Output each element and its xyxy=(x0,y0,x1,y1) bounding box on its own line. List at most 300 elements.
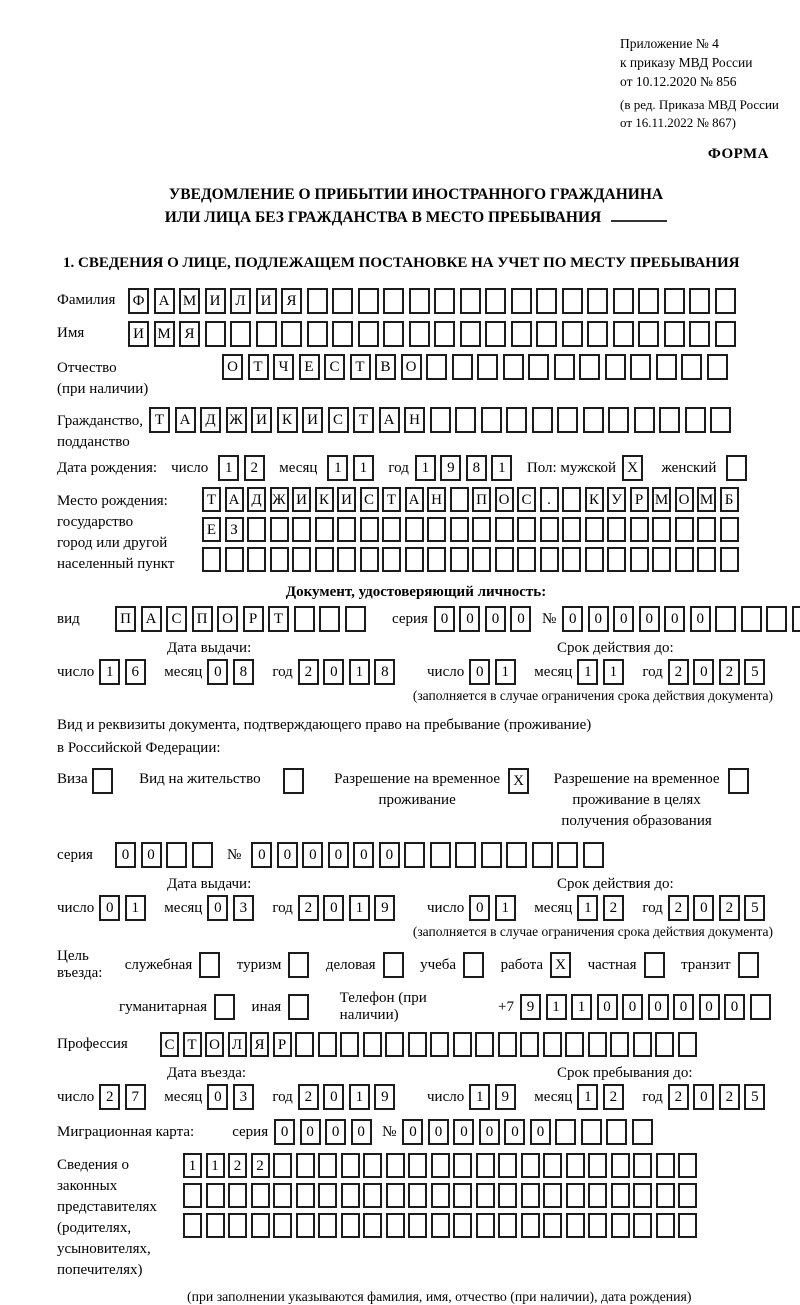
char-box[interactable]: А xyxy=(379,407,400,433)
char-box[interactable]: 1 xyxy=(415,455,436,481)
char-box[interactable]: С xyxy=(324,354,345,380)
purpose-humanitarian-checkbox[interactable] xyxy=(214,994,240,1020)
char-box[interactable] xyxy=(385,1032,404,1057)
purpose-study-checkbox[interactable] xyxy=(463,952,489,978)
visa-checkbox[interactable] xyxy=(92,768,118,794)
char-box[interactable]: 0 xyxy=(469,659,490,685)
char-box[interactable]: А xyxy=(141,606,162,632)
birth-place-boxes-row3[interactable] xyxy=(202,547,742,572)
char-box[interactable] xyxy=(409,288,430,314)
char-box[interactable] xyxy=(607,547,626,572)
char-box[interactable]: 1 xyxy=(495,659,516,685)
char-box[interactable] xyxy=(360,547,379,572)
char-box[interactable]: 1 xyxy=(218,455,239,481)
char-box[interactable]: Р xyxy=(630,487,649,512)
char-box[interactable] xyxy=(251,1213,270,1238)
doc-issue-month-boxes[interactable] xyxy=(207,659,258,685)
char-box[interactable]: 1 xyxy=(469,1084,490,1110)
stay-day-boxes[interactable] xyxy=(469,1084,520,1110)
char-box[interactable] xyxy=(256,321,277,347)
char-box[interactable] xyxy=(587,321,608,347)
char-box[interactable]: 0 xyxy=(428,1119,449,1145)
char-box[interactable]: 1 xyxy=(206,1153,225,1178)
char-box[interactable]: 1 xyxy=(349,1084,370,1110)
char-box[interactable] xyxy=(296,1183,315,1208)
permit-issue-month-boxes[interactable] xyxy=(207,895,258,921)
char-box[interactable] xyxy=(613,321,634,347)
char-box[interactable]: И xyxy=(337,487,356,512)
char-box[interactable] xyxy=(605,354,626,380)
char-box[interactable] xyxy=(485,288,506,314)
entry-month-boxes[interactable] xyxy=(207,1084,258,1110)
char-box[interactable] xyxy=(358,288,379,314)
mig-series-boxes[interactable] xyxy=(274,1119,376,1145)
char-box[interactable] xyxy=(434,321,455,347)
char-box[interactable] xyxy=(434,288,455,314)
char-box[interactable] xyxy=(337,517,356,542)
char-box[interactable] xyxy=(562,321,583,347)
char-box[interactable]: Я xyxy=(281,288,302,314)
sex-female-checkbox[interactable] xyxy=(726,455,752,481)
char-box[interactable]: 0 xyxy=(141,842,162,868)
char-box[interactable]: 0 xyxy=(724,994,745,1020)
char-box[interactable] xyxy=(656,354,677,380)
char-box[interactable]: 0 xyxy=(323,895,344,921)
char-box[interactable] xyxy=(273,1213,292,1238)
char-box[interactable] xyxy=(426,354,447,380)
permit-issue-year-boxes[interactable] xyxy=(298,895,400,921)
char-box[interactable]: А xyxy=(405,487,424,512)
char-box[interactable] xyxy=(296,1213,315,1238)
char-box[interactable] xyxy=(358,321,379,347)
char-box[interactable]: А xyxy=(154,288,175,314)
char-box[interactable]: 0 xyxy=(402,1119,423,1145)
char-box[interactable] xyxy=(633,1183,652,1208)
char-box[interactable]: 0 xyxy=(693,1084,714,1110)
char-box[interactable] xyxy=(715,321,736,347)
char-box[interactable] xyxy=(632,1119,653,1145)
char-box[interactable]: 5 xyxy=(744,895,765,921)
char-box[interactable]: М xyxy=(154,321,175,347)
char-box[interactable] xyxy=(517,547,536,572)
char-box[interactable] xyxy=(431,1183,450,1208)
char-box[interactable]: X xyxy=(550,952,571,978)
char-box[interactable]: О xyxy=(222,354,243,380)
char-box[interactable] xyxy=(382,517,401,542)
char-box[interactable] xyxy=(408,1032,427,1057)
char-box[interactable] xyxy=(206,1213,225,1238)
stay-month-boxes[interactable] xyxy=(577,1084,628,1110)
char-box[interactable] xyxy=(283,768,304,794)
char-box[interactable] xyxy=(675,547,694,572)
char-box[interactable]: 2 xyxy=(251,1153,270,1178)
surname-boxes[interactable] xyxy=(128,288,740,314)
char-box[interactable]: Р xyxy=(243,606,264,632)
char-box[interactable]: 1 xyxy=(577,659,598,685)
permit-expiry-day-boxes[interactable] xyxy=(469,895,520,921)
char-box[interactable] xyxy=(295,1032,314,1057)
char-box[interactable] xyxy=(199,952,220,978)
birth-day-boxes[interactable] xyxy=(218,455,269,481)
char-box[interactable] xyxy=(337,547,356,572)
char-box[interactable] xyxy=(630,517,649,542)
char-box[interactable] xyxy=(511,321,532,347)
char-box[interactable] xyxy=(588,1183,607,1208)
char-box[interactable]: Т xyxy=(268,606,289,632)
char-box[interactable]: Л xyxy=(230,288,251,314)
char-box[interactable]: 0 xyxy=(639,606,660,632)
char-box[interactable] xyxy=(536,288,557,314)
char-box[interactable] xyxy=(292,547,311,572)
char-box[interactable] xyxy=(664,288,685,314)
sex-male-checkbox[interactable] xyxy=(622,455,648,481)
char-box[interactable] xyxy=(726,455,747,481)
char-box[interactable] xyxy=(652,517,671,542)
char-box[interactable]: 2 xyxy=(719,659,740,685)
char-box[interactable] xyxy=(332,321,353,347)
char-box[interactable] xyxy=(766,606,787,632)
char-box[interactable] xyxy=(476,1183,495,1208)
char-box[interactable]: 8 xyxy=(374,659,395,685)
char-box[interactable] xyxy=(408,1153,427,1178)
char-box[interactable] xyxy=(455,407,476,433)
char-box[interactable]: С xyxy=(517,487,536,512)
char-box[interactable] xyxy=(656,1153,675,1178)
purpose-official-checkbox[interactable] xyxy=(199,952,225,978)
char-box[interactable]: 0 xyxy=(479,1119,500,1145)
char-box[interactable]: Т xyxy=(382,487,401,512)
char-box[interactable]: И xyxy=(302,407,323,433)
char-box[interactable] xyxy=(319,606,340,632)
char-box[interactable]: 2 xyxy=(244,455,265,481)
char-box[interactable] xyxy=(588,1032,607,1057)
char-box[interactable] xyxy=(543,1153,562,1178)
char-box[interactable]: 0 xyxy=(325,1119,346,1145)
char-box[interactable]: 9 xyxy=(495,1084,516,1110)
char-box[interactable] xyxy=(506,842,527,868)
char-box[interactable] xyxy=(792,606,800,632)
doc-expiry-month-boxes[interactable] xyxy=(577,659,628,685)
char-box[interactable]: Ж xyxy=(270,487,289,512)
char-box[interactable] xyxy=(588,1153,607,1178)
char-box[interactable] xyxy=(678,1032,697,1057)
char-box[interactable]: 1 xyxy=(577,1084,598,1110)
char-box[interactable]: 0 xyxy=(302,842,323,868)
char-box[interactable]: 1 xyxy=(495,895,516,921)
char-box[interactable] xyxy=(495,547,514,572)
char-box[interactable] xyxy=(481,407,502,433)
char-box[interactable] xyxy=(404,842,425,868)
birth-place-boxes-row1[interactable] xyxy=(202,487,742,512)
char-box[interactable]: 0 xyxy=(353,842,374,868)
char-box[interactable]: И xyxy=(128,321,149,347)
char-box[interactable] xyxy=(498,1183,517,1208)
char-box[interactable]: О xyxy=(401,354,422,380)
char-box[interactable]: Ж xyxy=(226,407,247,433)
char-box[interactable] xyxy=(273,1153,292,1178)
char-box[interactable] xyxy=(247,517,266,542)
char-box[interactable] xyxy=(270,517,289,542)
char-box[interactable] xyxy=(633,1153,652,1178)
char-box[interactable] xyxy=(613,288,634,314)
char-box[interactable] xyxy=(460,321,481,347)
char-box[interactable] xyxy=(430,1032,449,1057)
char-box[interactable] xyxy=(363,1183,382,1208)
phone-boxes[interactable] xyxy=(520,994,775,1020)
char-box[interactable] xyxy=(532,842,553,868)
char-box[interactable] xyxy=(557,842,578,868)
legal-reps-boxes-row2[interactable] xyxy=(183,1183,701,1208)
char-box[interactable] xyxy=(655,1032,674,1057)
char-box[interactable]: К xyxy=(585,487,604,512)
doc-issue-year-boxes[interactable] xyxy=(298,659,400,685)
char-box[interactable] xyxy=(587,288,608,314)
char-box[interactable] xyxy=(697,517,716,542)
char-box[interactable] xyxy=(738,952,759,978)
char-box[interactable]: 0 xyxy=(379,842,400,868)
char-box[interactable]: 0 xyxy=(434,606,455,632)
char-box[interactable]: О xyxy=(205,1032,224,1057)
patronymic-boxes[interactable] xyxy=(222,354,732,380)
char-box[interactable] xyxy=(521,1213,540,1238)
char-box[interactable]: 1 xyxy=(571,994,592,1020)
char-box[interactable]: 2 xyxy=(603,895,624,921)
char-box[interactable]: 0 xyxy=(562,606,583,632)
char-box[interactable]: 1 xyxy=(125,895,146,921)
char-box[interactable] xyxy=(382,547,401,572)
char-box[interactable] xyxy=(540,547,559,572)
permit-issue-day-boxes[interactable] xyxy=(99,895,150,921)
char-box[interactable]: Е xyxy=(299,354,320,380)
char-box[interactable] xyxy=(678,1153,697,1178)
char-box[interactable]: 0 xyxy=(485,606,506,632)
char-box[interactable] xyxy=(498,1213,517,1238)
char-box[interactable] xyxy=(498,1032,517,1057)
char-box[interactable]: О xyxy=(675,487,694,512)
purpose-tourism-checkbox[interactable] xyxy=(288,952,314,978)
char-box[interactable] xyxy=(710,407,731,433)
char-box[interactable] xyxy=(554,354,575,380)
permit-expiry-month-boxes[interactable] xyxy=(577,895,628,921)
char-box[interactable] xyxy=(228,1213,247,1238)
char-box[interactable]: 1 xyxy=(491,455,512,481)
char-box[interactable]: 0 xyxy=(453,1119,474,1145)
purpose-private-checkbox[interactable] xyxy=(644,952,670,978)
char-box[interactable]: 9 xyxy=(520,994,541,1020)
char-box[interactable] xyxy=(472,517,491,542)
char-box[interactable] xyxy=(610,1032,629,1057)
permit-expiry-year-boxes[interactable] xyxy=(668,895,770,921)
purpose-work-checkbox[interactable] xyxy=(550,952,576,978)
char-box[interactable] xyxy=(307,288,328,314)
char-box[interactable] xyxy=(363,1213,382,1238)
char-box[interactable]: 0 xyxy=(300,1119,321,1145)
char-box[interactable] xyxy=(689,321,710,347)
char-box[interactable]: 9 xyxy=(374,1084,395,1110)
char-box[interactable] xyxy=(228,1183,247,1208)
char-box[interactable] xyxy=(183,1213,202,1238)
char-box[interactable]: 6 xyxy=(125,659,146,685)
char-box[interactable]: Т xyxy=(183,1032,202,1057)
char-box[interactable] xyxy=(431,1213,450,1238)
char-box[interactable] xyxy=(581,1119,602,1145)
char-box[interactable]: 0 xyxy=(469,895,490,921)
char-box[interactable] xyxy=(557,407,578,433)
citizenship-boxes[interactable] xyxy=(149,407,736,433)
char-box[interactable] xyxy=(543,1213,562,1238)
char-box[interactable]: 0 xyxy=(251,842,272,868)
name-boxes[interactable] xyxy=(128,321,740,347)
char-box[interactable]: 1 xyxy=(577,895,598,921)
char-box[interactable] xyxy=(565,1032,584,1057)
char-box[interactable]: П xyxy=(472,487,491,512)
char-box[interactable]: 0 xyxy=(613,606,634,632)
char-box[interactable] xyxy=(405,547,424,572)
char-box[interactable]: Т xyxy=(149,407,170,433)
char-box[interactable]: П xyxy=(115,606,136,632)
char-box[interactable] xyxy=(205,321,226,347)
char-box[interactable]: 2 xyxy=(228,1153,247,1178)
char-box[interactable]: 2 xyxy=(719,1084,740,1110)
char-box[interactable]: 0 xyxy=(597,994,618,1020)
char-box[interactable]: 0 xyxy=(277,842,298,868)
char-box[interactable]: Д xyxy=(247,487,266,512)
char-box[interactable]: 1 xyxy=(349,895,370,921)
char-box[interactable] xyxy=(638,288,659,314)
char-box[interactable] xyxy=(288,952,309,978)
char-box[interactable]: 0 xyxy=(664,606,685,632)
char-box[interactable]: X xyxy=(622,455,643,481)
char-box[interactable] xyxy=(430,842,451,868)
char-box[interactable] xyxy=(562,487,581,512)
char-box[interactable]: 0 xyxy=(99,895,120,921)
purpose-business-checkbox[interactable] xyxy=(383,952,409,978)
char-box[interactable] xyxy=(521,1183,540,1208)
char-box[interactable]: 0 xyxy=(693,659,714,685)
purpose-transit-checkbox[interactable] xyxy=(738,952,764,978)
char-box[interactable]: П xyxy=(192,606,213,632)
char-box[interactable] xyxy=(345,606,366,632)
char-box[interactable] xyxy=(453,1213,472,1238)
char-box[interactable]: 0 xyxy=(699,994,720,1020)
char-box[interactable] xyxy=(408,1213,427,1238)
char-box[interactable] xyxy=(360,517,379,542)
char-box[interactable] xyxy=(630,354,651,380)
char-box[interactable]: Я xyxy=(179,321,200,347)
legal-reps-boxes-row1[interactable] xyxy=(183,1153,701,1178)
char-box[interactable] xyxy=(318,1183,337,1208)
char-box[interactable] xyxy=(685,407,706,433)
char-box[interactable] xyxy=(728,768,749,794)
char-box[interactable] xyxy=(707,354,728,380)
char-box[interactable] xyxy=(562,547,581,572)
char-box[interactable] xyxy=(281,321,302,347)
entry-day-boxes[interactable] xyxy=(99,1084,150,1110)
permit-number-boxes[interactable] xyxy=(251,842,608,868)
char-box[interactable]: Ф xyxy=(128,288,149,314)
char-box[interactable] xyxy=(386,1213,405,1238)
char-box[interactable] xyxy=(520,1032,539,1057)
char-box[interactable] xyxy=(292,517,311,542)
char-box[interactable] xyxy=(532,407,553,433)
char-box[interactable]: 0 xyxy=(207,1084,228,1110)
char-box[interactable]: 2 xyxy=(719,895,740,921)
doc-expiry-year-boxes[interactable] xyxy=(668,659,770,685)
char-box[interactable] xyxy=(315,547,334,572)
char-box[interactable] xyxy=(608,407,629,433)
char-box[interactable]: И xyxy=(256,288,277,314)
char-box[interactable] xyxy=(166,842,187,868)
char-box[interactable] xyxy=(689,288,710,314)
char-box[interactable]: С xyxy=(328,407,349,433)
birth-place-boxes-row2[interactable] xyxy=(202,517,742,542)
char-box[interactable] xyxy=(453,1153,472,1178)
char-box[interactable] xyxy=(633,1213,652,1238)
char-box[interactable] xyxy=(503,354,524,380)
char-box[interactable]: . xyxy=(540,487,559,512)
char-box[interactable] xyxy=(528,354,549,380)
char-box[interactable]: 0 xyxy=(207,659,228,685)
char-box[interactable] xyxy=(450,517,469,542)
char-box[interactable]: X xyxy=(508,768,529,794)
char-box[interactable]: Я xyxy=(250,1032,269,1057)
residence-permit-checkbox[interactable] xyxy=(283,768,309,794)
entry-year-boxes[interactable] xyxy=(298,1084,400,1110)
char-box[interactable] xyxy=(506,407,527,433)
char-box[interactable]: 1 xyxy=(183,1153,202,1178)
char-box[interactable]: С xyxy=(166,606,187,632)
char-box[interactable]: 2 xyxy=(298,895,319,921)
char-box[interactable] xyxy=(540,517,559,542)
char-box[interactable]: К xyxy=(277,407,298,433)
char-box[interactable] xyxy=(521,1153,540,1178)
char-box[interactable] xyxy=(562,517,581,542)
char-box[interactable] xyxy=(511,288,532,314)
char-box[interactable] xyxy=(341,1153,360,1178)
char-box[interactable] xyxy=(741,606,762,632)
char-box[interactable]: Е xyxy=(202,517,221,542)
char-box[interactable]: Р xyxy=(273,1032,292,1057)
char-box[interactable] xyxy=(566,1183,585,1208)
char-box[interactable] xyxy=(750,994,771,1020)
char-box[interactable] xyxy=(588,1213,607,1238)
char-box[interactable] xyxy=(453,1032,472,1057)
char-box[interactable] xyxy=(583,842,604,868)
char-box[interactable] xyxy=(678,1213,697,1238)
char-box[interactable] xyxy=(543,1032,562,1057)
char-box[interactable] xyxy=(536,321,557,347)
char-box[interactable]: 0 xyxy=(207,895,228,921)
char-box[interactable]: 1 xyxy=(99,659,120,685)
char-box[interactable]: 0 xyxy=(459,606,480,632)
char-box[interactable] xyxy=(481,842,502,868)
char-box[interactable]: Т xyxy=(248,354,269,380)
char-box[interactable] xyxy=(92,768,113,794)
char-box[interactable]: 0 xyxy=(504,1119,525,1145)
char-box[interactable] xyxy=(697,547,716,572)
char-box[interactable] xyxy=(633,1032,652,1057)
char-box[interactable]: Т xyxy=(353,407,374,433)
char-box[interactable] xyxy=(383,288,404,314)
char-box[interactable]: 7 xyxy=(125,1084,146,1110)
char-box[interactable] xyxy=(251,1183,270,1208)
char-box[interactable]: Л xyxy=(228,1032,247,1057)
char-box[interactable] xyxy=(363,1032,382,1057)
char-box[interactable] xyxy=(611,1213,630,1238)
char-box[interactable]: 0 xyxy=(510,606,531,632)
char-box[interactable]: 2 xyxy=(99,1084,120,1110)
char-box[interactable]: Н xyxy=(404,407,425,433)
